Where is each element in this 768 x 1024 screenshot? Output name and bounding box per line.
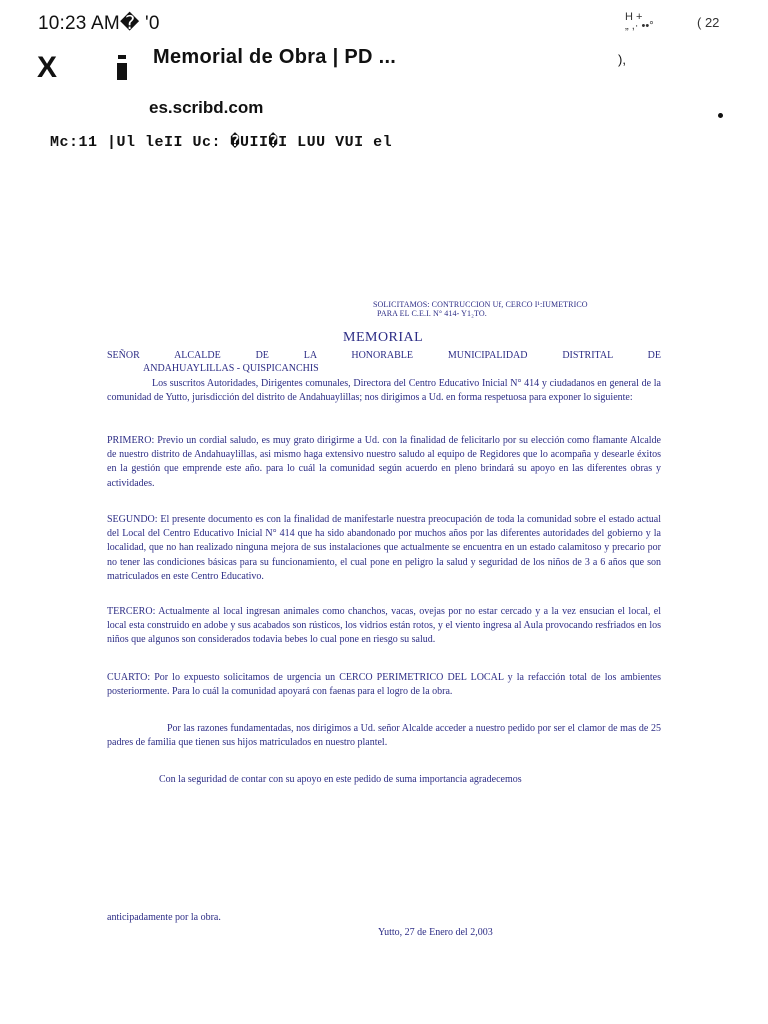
memorial-title: MEMORIAL — [343, 330, 424, 345]
document-date: Yutto, 27 de Enero del 2,003 — [378, 927, 493, 938]
paragraph-label: PRIMERO — [107, 435, 152, 446]
paragraph-text: : El presente documento es con la finalidad de manifestarle nuestra preocupación de toda la comunidad sobre el estado actual del Local del Centro Educativo Inicial N° 414 que ha sido abandonado por muchos años por las diferentes autoridades del gobierno y la localidad, que no han realizado ninguna mejora de sus instalaciones que actualmente se encuentra en un estado calamitoso y precario por no tener las condiciones básicas para su funcionamiento, el cual pone en peligro la salud y seguridad de los niños de 3 a 6 años que son matriculados en este Centro Educativo. — [107, 514, 661, 582]
page-title: Memorial de Obra | PD ... — [153, 46, 397, 68]
addressee-line-1: SEÑOR ALCALDE DE LA HONORABLE MUNICIPALIDAD DISTRITAL DE — [107, 350, 661, 361]
paragraph-text: : Previo un cordial saludo, es muy grato dirigirme a Ud. con la finalidad de felicitarlo por su elección como flamante Alcalde de nuestro distrito de Andahuaylillas, asi mismo haga extensivo nuestro saludo al equipo de Regidores que lo acompaña y desearle éxitos en la gestión que emprende este año. para lo cuál la comunidad según acuerdo en pleno brindará su apoyo en las diferentes obras y actividades. — [107, 435, 661, 489]
addressee-line-2: ANDAHUAYLILLAS - QUISPICANCHIS — [143, 363, 319, 374]
solicit-block — [373, 300, 588, 318]
status-signal-sub: „ ,· ••° — [625, 20, 654, 32]
paragraph-tercero — [107, 605, 661, 648]
paragraph-cuarto — [107, 671, 661, 699]
document-header: Mc:11 |Ul leII Uc: �UII�I LUU VUI el — [50, 134, 393, 151]
intro-paragraph: Los suscritos Autoridades, Dirigentes comunales, Directora del Centro Educativo Inicial N° 414 y ciudadanos en general de la comunidad de Yutto, jurisdicción del distrito de Andahuaylillas; nos dirigimos a Ud. en forma respetuosa para exponer lo siguiente: — [107, 378, 661, 404]
page-domain: es.scribd.com — [149, 98, 264, 117]
paragraph-text: : Por lo expuesto solicitamos de urgencia un CERCO PERIMETRICO DEL LOCAL y la refacción total de los ambientes posteriormente. Para lo cuál la comunidad apoyará con faenas para el logro de la obra. — [107, 672, 661, 698]
status-battery: ( 22 — [697, 15, 720, 30]
status-signal-text: H + — [625, 11, 643, 23]
page-title-tail: ), — [618, 52, 626, 67]
closing-line: anticipadamente por la obra. — [107, 912, 221, 923]
paragraph-text: : Actualmente al local ingresan animales como chanchos, vacas, ovejas por no estar cercado y a la vez ensucian el local, el local esta construido en adobe y sus acabados son rústicos, los vidrios están rotos, y el viento ingresa al Aula provocando resfriados en los niños que algunos son considerados todavia bebes lo cual pone en riesgo su salud. — [107, 606, 661, 646]
paragraph-razones: Por las razones fundamentadas, nos dirigimos a Ud. señor Alcalde acceder a nuestro pedido por ser el clamor de mas de 25 padres de familia que tienen sus hijos matriculados en nuestro plantel. — [107, 723, 661, 749]
solicit-line-1: SOLICITAMOS: CONTRUCCION Uf, CERCO I¹:IUMETRICO — [373, 300, 588, 309]
paragraph-seguridad: Con la seguridad de contar con su apoyo en este pedido de suma importancia agradecemos — [159, 774, 522, 785]
close-icon: X — [36, 51, 57, 84]
paragraph-label: CUARTO — [107, 672, 148, 683]
status-time: 10:23 AM� '0 — [38, 13, 160, 34]
paragraph-primero — [107, 434, 661, 491]
paragraph-label: TERCERO — [107, 606, 153, 617]
solicit-line-2: PARA EL C.E.I. N° 414- Y1₂TO. — [377, 309, 487, 318]
paragraph-label: SEGUNDO — [107, 514, 155, 525]
paragraph-segundo — [107, 513, 661, 584]
